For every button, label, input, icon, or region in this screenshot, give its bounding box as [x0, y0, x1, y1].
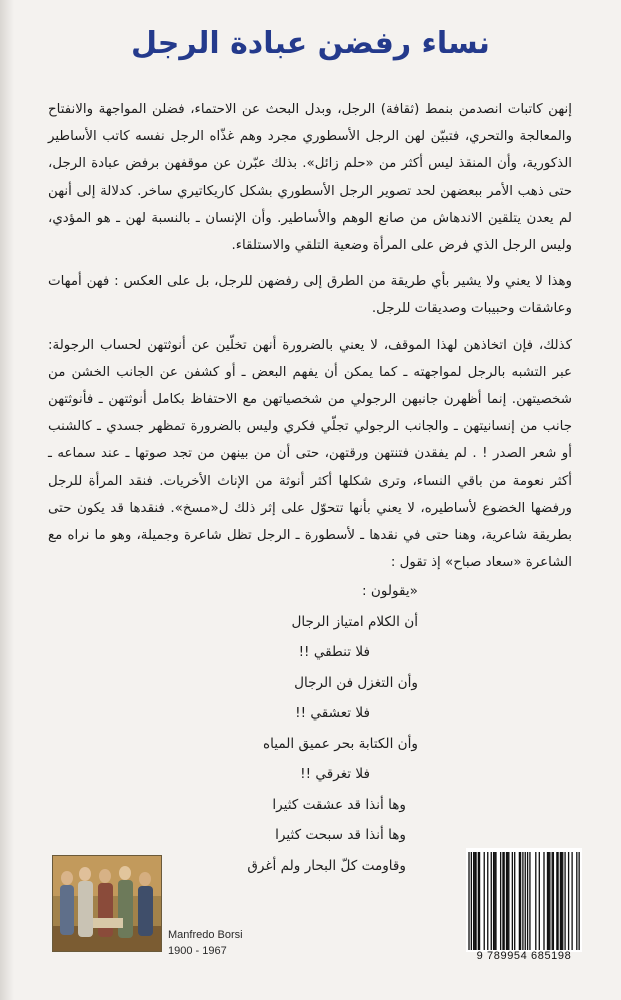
barcode-bar: [484, 852, 485, 950]
barcode-bar: [507, 852, 508, 950]
barcode-bar: [527, 852, 528, 950]
poem-line: وأن التغزل فن الرجال: [294, 674, 418, 691]
barcode-bar: [529, 852, 530, 950]
barcode-bar: [473, 852, 474, 950]
barcode-bar: [475, 852, 476, 950]
barcode-bar: [549, 852, 550, 950]
barcode-bar: [491, 852, 492, 950]
barcode-bar: [571, 852, 572, 950]
barcode-bar: [561, 852, 562, 950]
barcode-bar: [479, 852, 480, 950]
barcode-bar: [557, 852, 558, 950]
artist-name: Manfredo Borsi: [168, 929, 243, 941]
poem-line: وأن الكتابة بحر عميق المياه: [263, 735, 418, 752]
barcode-bar: [560, 852, 561, 950]
artist-years: 1900 - 1967: [168, 945, 227, 957]
blurb-paragraph-2: وهذا لا يعني ولا يشير بأي طريقة من الطرق إلى رفضهن للرجل، بل على العكس : فهن أمهات وعاشقات وحبيبات وصديقات للرجل.: [48, 274, 572, 317]
painting-credit: [168, 927, 243, 959]
barcode-bar: [494, 852, 495, 950]
poem-line: أن الكلام امتياز الرجال: [291, 613, 418, 630]
barcode-bar: [520, 852, 521, 950]
barcode-bar: [508, 852, 509, 950]
barcode-bar: [495, 852, 496, 950]
barcode-bar: [522, 852, 523, 950]
barcode-bar: [514, 852, 515, 950]
barcode-bar: [506, 852, 507, 950]
blurb-paragraph-3: كذلك، فإن اتخاذهن لهذا الموقف، لا يعني بالضرورة أنهن تخلّين عن أنوثتهن لحساب الرجولة: عبر التشبه بالرجل لمواجهته ـ كما يمكن أن يفهم البعض ـ أو كشفن عن الجانب الخشن من شخصيتهن. إنما أظهرن جانبهن الرجولي من شخصياتهن مع الاحتفاظ بكامل أنوثتهن ـ فأنوثتهن جانب من إنسانيتهن ـ والجانب الرجولي تجلّي فكري وليس بالضرورة تمظهر جسدي ـ كالشنب أو شعر الصدر ! . لم يفقدن فتنتهن ورقتهن، حتى أن من بينهن من تجد صوتها ـ عند سماعه ـ أكثر نعومة من باقي النساء، وترى شكلها أكثر أنوثة من الإناث الأخريات. فنقد المرأة للرجل ورفضها الخضوع لأساطيره، لا يعني بأنها تتحوّل على إثر ذلك ل«مسخ». فنقدها قد يكون حتى بطريقة شاعرية، وهنا حتى في نقدها ـ لأسطورة ـ الرجل تظل شاعرة وجميلة، وهو ما نراه مع الشاعرة «سعاد صباح» إذ تقول :: [48, 337, 572, 571]
blurb-text: [48, 96, 572, 585]
barcode-bar: [535, 852, 536, 950]
poem-quote: [48, 576, 418, 881]
barcode-bar: [468, 852, 469, 950]
barcode-bar: [576, 852, 577, 950]
poem-line: وقاومت كلّ البحار ولم أغرق: [247, 857, 406, 874]
poem-line: فلا تنطقي !!: [298, 644, 370, 660]
barcode-bar: [502, 852, 503, 950]
barcode-bar: [556, 852, 557, 950]
barcode-bar: [512, 852, 513, 950]
poem-line: فلا تغرقي !!: [300, 766, 370, 782]
poem-line: وها أنذا قد عشقت كثيرا: [272, 796, 406, 813]
barcode-bar: [474, 852, 475, 950]
poem-line: وها أنذا قد سبحت كثيرا: [275, 827, 406, 843]
cover-painting: [52, 855, 162, 952]
barcode-bar: [562, 852, 563, 950]
barcode-bar: [547, 852, 548, 950]
isbn-number: 9 789954 685198: [476, 950, 572, 962]
barcode-bar: [564, 852, 565, 950]
barcode-bar: [548, 852, 549, 950]
poem-line: فلا تعشقي !!: [295, 705, 370, 721]
barcode-bar: [552, 852, 553, 950]
barcode-bar: [471, 852, 472, 950]
barcode-bar: [543, 852, 544, 950]
painting-figures-image: [53, 856, 161, 951]
poem-line: «يقولون :: [361, 583, 418, 599]
barcode-bar: [553, 852, 554, 950]
barcode-bar: [478, 852, 479, 950]
barcode-bar: [578, 852, 579, 950]
barcode-bars: [466, 848, 582, 952]
barcode-bar: [500, 852, 501, 950]
book-title: نساء رفضن عبادة الرجل: [131, 26, 490, 61]
spine-shadow: [0, 0, 14, 1000]
isbn-barcode: [466, 848, 582, 952]
barcode-bar: [519, 852, 520, 950]
barcode-bar: [539, 852, 540, 950]
barcode-bar: [487, 852, 488, 950]
barcode-bar: [568, 852, 569, 950]
barcode-bar: [493, 852, 494, 950]
blurb-paragraph-1: إنهن كاتبات انصدمن بنمط (ثقافة) الرجل، وبدل البحث عن الاحتماء، فضلن المواجهة والانفتاح والمعالجة والتحري، فتبيّن لهن الرجل الأسطوري مجرد وهم غذّاه الرجل نفسه كاتب الأساطير الذكورية، وأن المنقذ ليس أكثر من «حلم زائل». بذلك عبّرن عن موقفهن برفض عبادة الرجل، حتى ذهب الأمر ببعضهن لحد تصوير الرجل الأسطوري بشكل كاريكاتيري ساخر. كدلالة إلى أنهن لم يعدن يتلقين الاندهاش من صانع الوهم والأساطير. وأن الإنسان ـ بالنسبة لهن ـ هو المؤدي، وليس الرجل الذي فرض على المرأة وضعية التلقي والاستلقاء.: [48, 102, 572, 254]
barcode-bar: [525, 852, 526, 950]
barcode-bar: [503, 852, 504, 950]
